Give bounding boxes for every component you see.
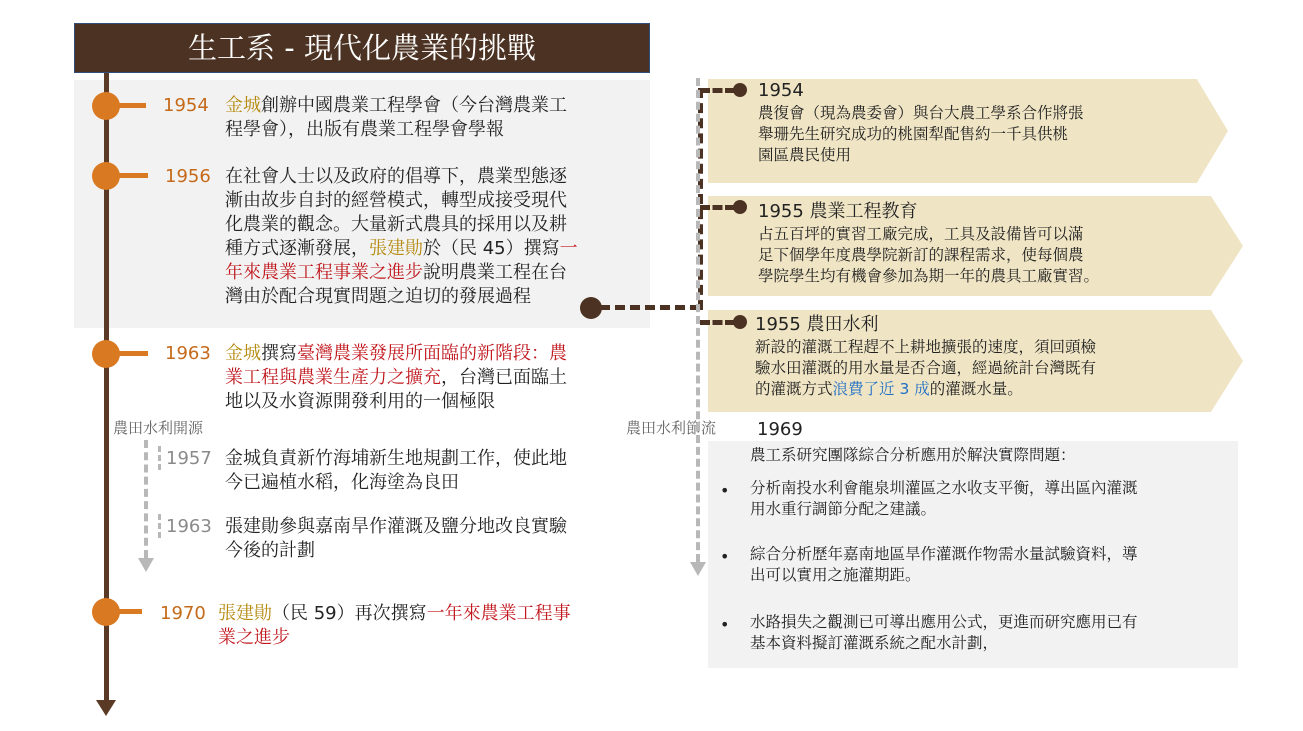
branch-arrowhead-right [690,562,706,576]
branch-arrowhead-left [138,558,154,572]
highlight-statistic: 浪費了近 3 成 [832,380,930,398]
branch-label-water-development: 農田水利開源 [113,419,204,437]
event-text-1954: 金城創辦中國農業工程學會（今台灣農業工 程學會），出版有農業工程學會學報 [225,95,567,140]
box-year-1955-irrigation: 1955 農田水利 [755,314,879,335]
timeline-connector-1970 [118,609,142,614]
connector-line-1955-education [700,205,735,210]
timeline-connector-1963 [118,351,148,356]
list-item: 水路損失之觀測已可導出應用公式，更進而研究應用已有 基本資料擬訂灌溉系統之配水計劃， [750,613,1138,652]
event-year-1963: 1963 [165,343,211,364]
box-text-1955-education: 占五百坪的實習工廠完成，工具及設備皆可以滿 足下個學年度農學院新訂的課程需求，使每個農 學院學生均有機會參加為期一年的農具工廠實習。 [758,225,1100,285]
box-text-1954: 農復會（現為農委會）與台大農工學系合作將張 舉珊先生研究成功的桃園犁配售約一千具供桃 園區農民使用 [758,104,1084,164]
publication-title: 一年來農業工程事 [426,603,571,624]
branch-item-year: 1963 [166,516,212,537]
box-year-1955-education: 1955 農業工程教育 [758,201,918,222]
branch-label-water-conservation: 農田水利節流 [626,419,717,437]
timeline-arrowhead [96,700,116,716]
year-1969: 1969 [757,419,803,440]
timeline-dot-1956 [92,162,120,190]
event-text-1956: 在社會人士以及政府的倡導下，農業型態逐 漸由故步自封的經營模式，轉型成接受現代 化農業的觀念。大量新式農具的採用以及耕 種方式逐漸發展，張建勛於（民 45）撰寫一 年來農業工程事業之進步說明農業工程在台 灣由於配合現實問題之迫切的發展過程 [225,166,578,307]
page-title: 生工系 - 現代化農業的挑戰 [74,23,650,73]
box-year-1954: 1954 [758,80,804,101]
event-text-1970: 張建勛（民 59）再次撰寫一年來農業工程事 業之進步 [218,603,571,648]
connector-dot-1954 [733,83,747,97]
event-year-1970: 1970 [160,603,206,624]
list-bullet: • [720,615,730,634]
branch-line-right [696,78,700,562]
branch-line-left [144,440,148,558]
timeline-dot-1954 [92,92,120,120]
timeline-connector-1954 [118,103,146,108]
timeline-dot-1963 [92,340,120,368]
event-text-1963: 金城撰寫臺灣農業發展所面臨的新階段：農 業工程與農業生產力之擴充，台灣已面臨土 地以及水資源開發利用的一個極限 [225,343,567,412]
list-item: 分析南投水利會龍泉圳灌區之水收支平衡，導出區內灌溉 用水重行調節分配之建議。 [750,479,1138,518]
timeline-dot-1970 [92,598,120,626]
branch-item-text: 金城負責新竹海埔新生地規劃工作，使此地 今已遍植水稻，化海塗為良田 [225,448,567,493]
timeline-connector-1956 [118,173,148,178]
publication-title: 年來農業工程事業之進步 [225,262,423,283]
event-year-1954: 1954 [163,95,209,116]
intro-1969: 農工系研究團隊綜合分析應用於解決實際問題： [750,446,1076,464]
connector-line-1955-irrigation [700,320,735,325]
list-item: 綜合分析歷年嘉南地區旱作灌溉作物需水量試驗資料，導 出可以實用之施灌期距。 [750,545,1138,584]
item-marker [158,446,161,470]
connector-line-horizontal [600,305,700,310]
connector-line-1954 [700,88,735,93]
person-name: 張建勛 [218,603,272,624]
item-marker [158,514,161,538]
list-bullet: • [720,547,730,566]
branch-item-year: 1957 [166,448,212,469]
publication-title: 業之進步 [218,627,290,648]
list-bullet: • [720,481,730,500]
publication-title: 一 [559,238,578,259]
connector-dot-1956 [580,297,602,319]
branch-item-text: 張建勛參與嘉南旱作灌溉及鹽分地改良實驗 今後的計劃 [225,516,567,561]
box-text-1955-irrigation: 新設的灌溉工程趕不上耕地擴張的速度，須回頭檢 驗水田灌溉的用水量是否合適，經過統計台灣既有 的灌溉方式浪費了近 3 成的灌溉水量。 [755,338,1097,398]
person-name: 金城 [225,95,261,116]
publication-title: 業工程與農業生產力之擴充 [225,367,441,388]
event-year-1956: 1956 [165,166,211,187]
person-name: 張建勛 [369,238,423,259]
publication-title: 臺灣農業發展所面臨的新階段：農 [297,343,567,364]
connector-dot-1955-irrigation [733,315,747,329]
connector-dot-1955-education [733,200,747,214]
person-name: 金城 [225,343,261,364]
